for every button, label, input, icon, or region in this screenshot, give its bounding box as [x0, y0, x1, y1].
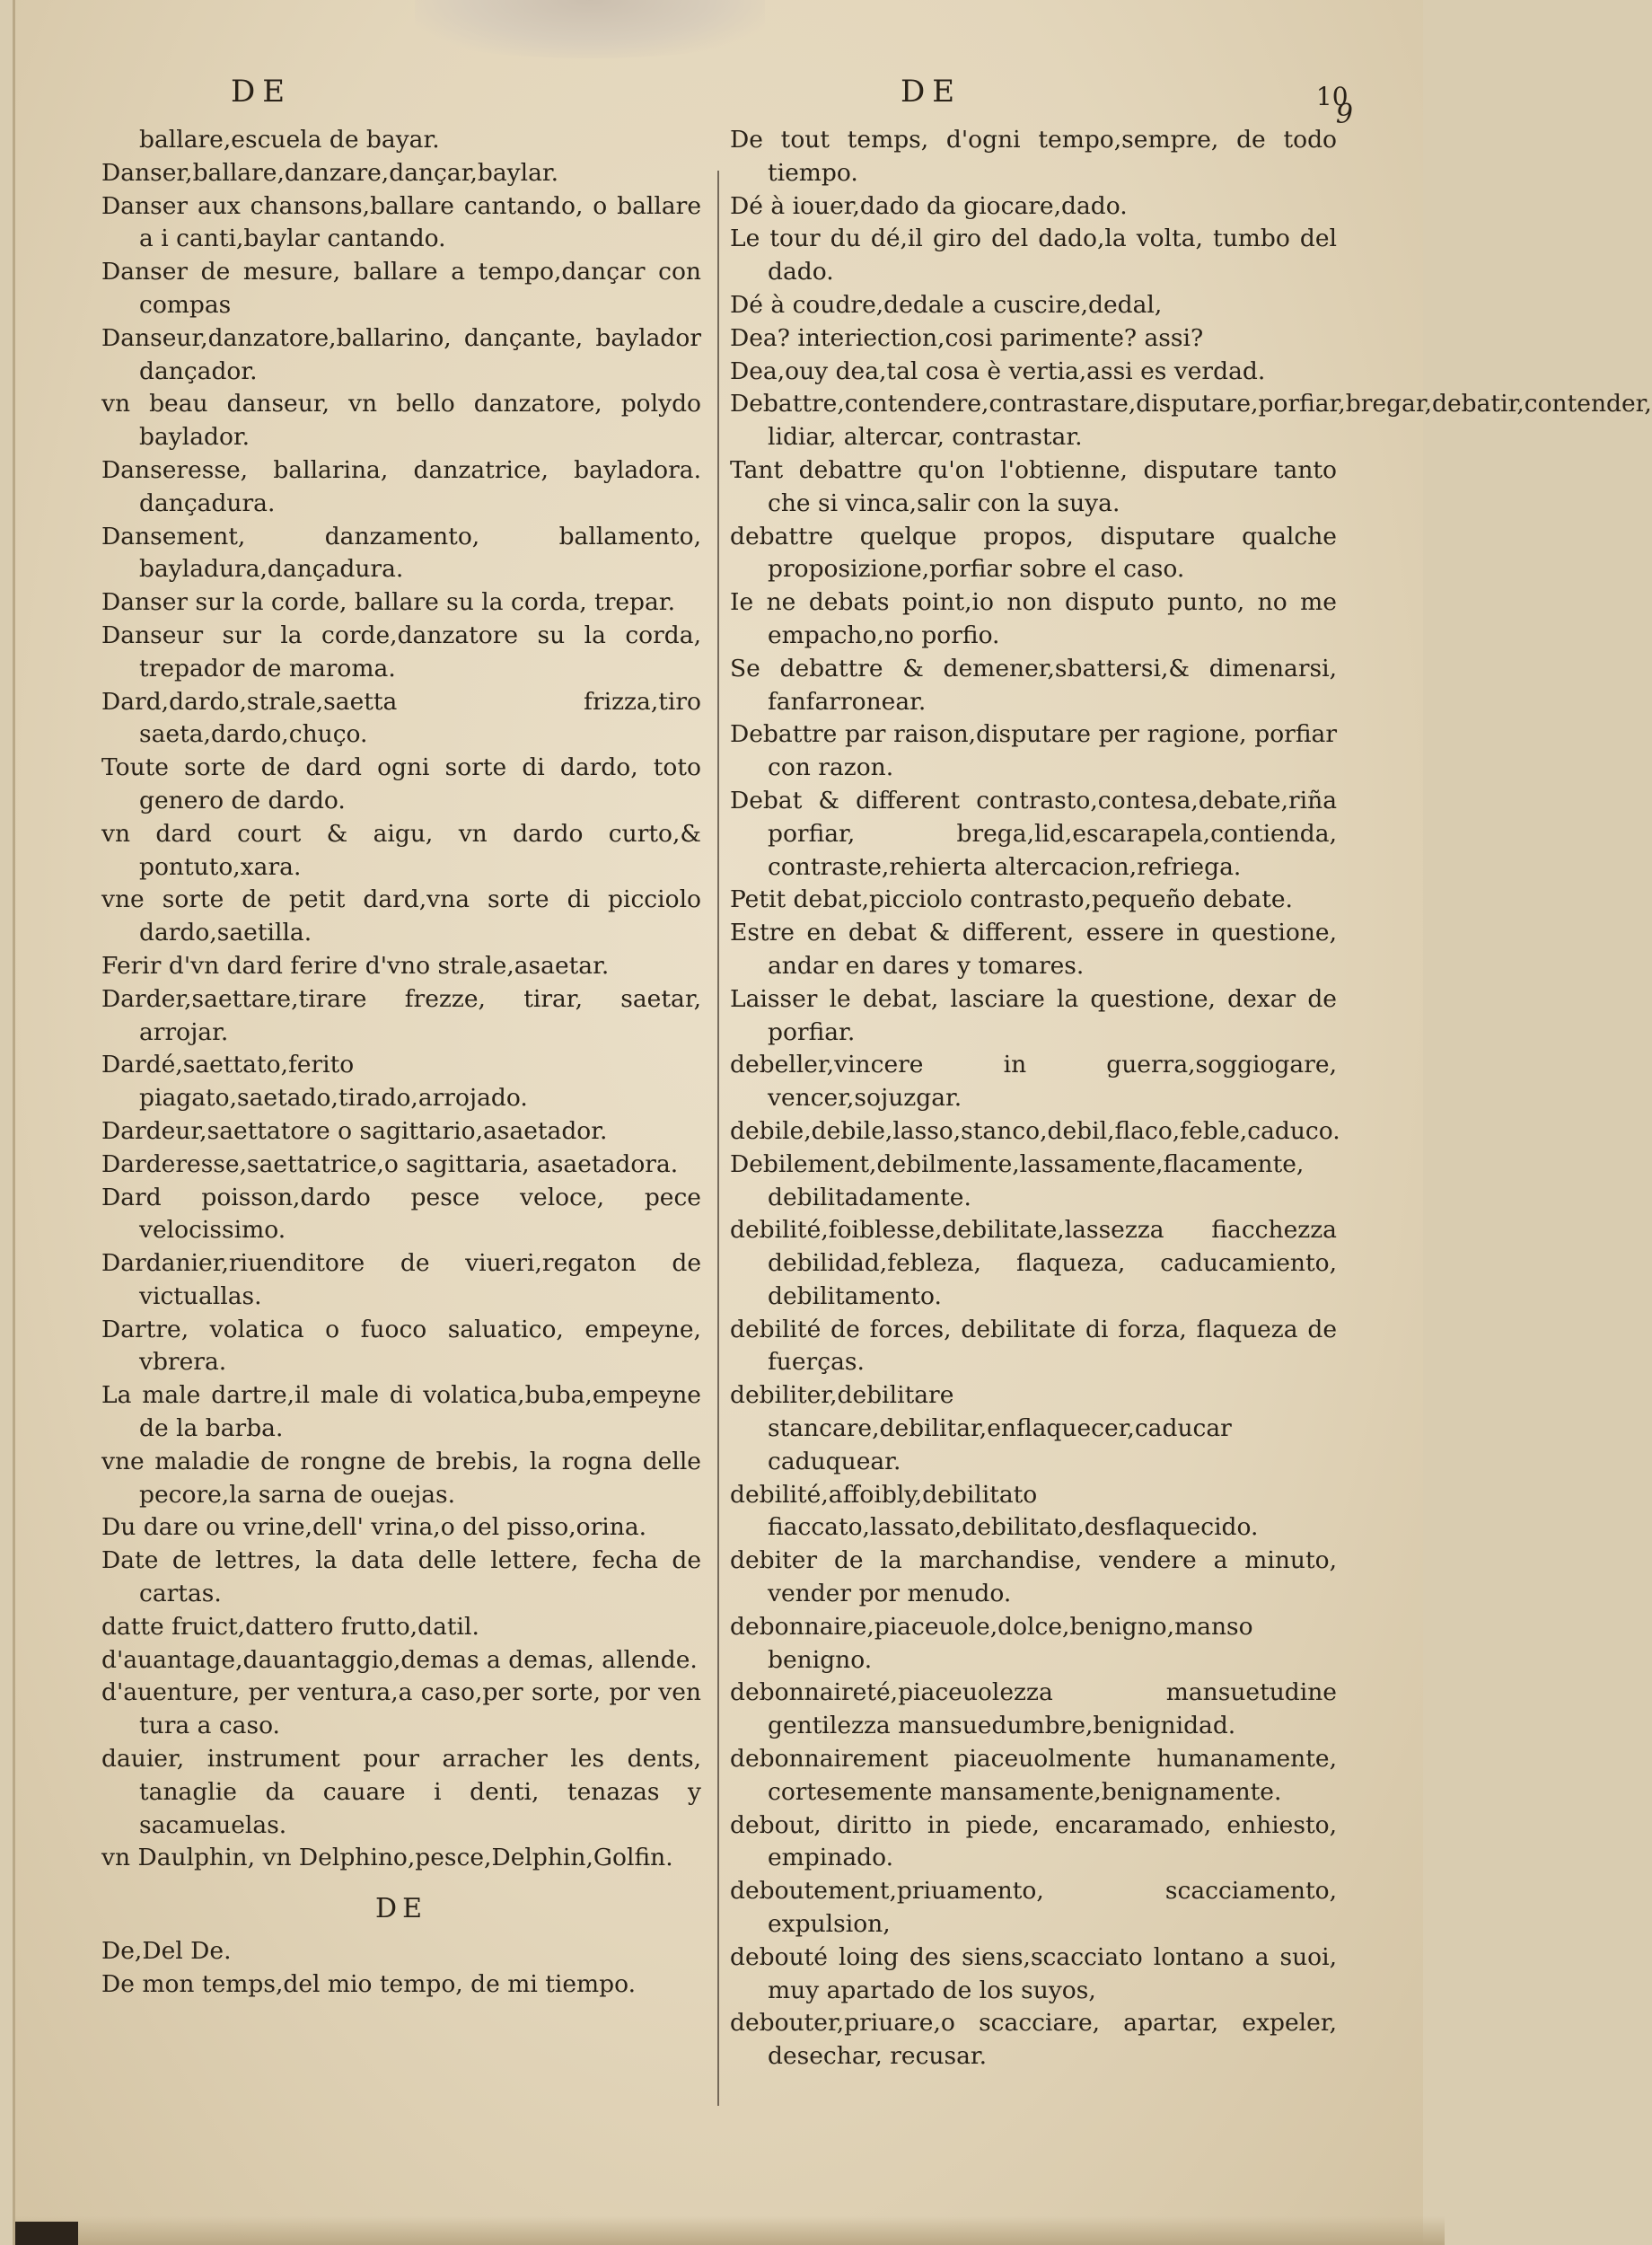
- dictionary-entry: Debattre par raison,disputare per ragione, porfiar con razon.: [730, 720, 1337, 782]
- dictionary-entry: Dardanier,riuenditore de viueri,regaton de victuallas.: [101, 1249, 701, 1310]
- dictionary-entry: debiter de la marchandise, vendere a minuto, vender por menudo.: [730, 1546, 1337, 1608]
- dictionary-entry: De mon temps,del mio tempo, de mi tiempo.: [101, 1969, 637, 1998]
- folio-handwritten: 9: [1335, 99, 1353, 130]
- dictionary-entry: Estre en debat & different, essere in questione, andar en dares y tomares.: [730, 919, 1337, 980]
- dictionary-entry: Ie ne debats point,io non disputo punto, no me empacho,no porfio.: [730, 588, 1337, 649]
- dictionary-entry: vne maladie de rongne de brebis, la rogna delle pecore,la sarna de ouejas.: [101, 1447, 701, 1509]
- dictionary-entry: Debattre,contendere,contrastare,disputare,porfiar,bregar,debatir,contender, lidiar, altercar, contrastar.: [730, 390, 1652, 452]
- dictionary-entry: debiliter,debilitare stancare,debilitar,enflaquecer,caducar caduquear.: [730, 1381, 1232, 1475]
- dictionary-entry: debilité de forces, debilitate di forza, flaqueza de fuerças.: [730, 1315, 1337, 1377]
- folio-printed: 10: [1315, 82, 1349, 111]
- dictionary-entry: debattre quelque propos, disputare qualche proposizione,porfiar sobre el caso.: [730, 522, 1337, 584]
- dictionary-entry: De,Del De.: [101, 1937, 232, 1966]
- dictionary-entry: debouté loing des siens,scacciato lontano a suoi, muy apartado de los suyos,: [730, 1942, 1337, 2004]
- dictionary-entry: Danser sur la corde, ballare su la corda, trepar.: [101, 588, 675, 617]
- dictionary-entry: ballare,escuela de bayar.: [139, 126, 440, 154]
- dictionary-entry: d'auenture, per ventura,a caso,per sorte, por ven tura a caso.: [101, 1678, 701, 1740]
- dictionary-entry: debonnairement piaceuolmente humanamente, cortesemente mansamente,benignamente.: [730, 1745, 1337, 1806]
- dictionary-entry: debout, diritto in piede, encaramado, enhiesto, empinado.: [730, 1810, 1337, 1872]
- dictionary-entry: debeller,vincere in guerra,soggiogare, vencer,sojuzgar.: [730, 1051, 1337, 1113]
- dictionary-entry: Ferir d'vn dard ferire d'vno strale,asaetar.: [101, 951, 610, 980]
- dictionary-entry: Danseur sur la corde,danzatore su la corda, trepador de maroma.: [101, 621, 701, 682]
- dictionary-entry: Debilement,debilmente,lassamente,flacamente, debilitadamente.: [730, 1149, 1305, 1211]
- dictionary-entry: Dard poisson,dardo pesce veloce, pece velocissimo.: [101, 1183, 701, 1245]
- dictionary-entry: dauier, instrument pour arracher les dents, tanaglie da cauare i denti, tenazas y sacamuelas.: [101, 1745, 701, 1839]
- dictionary-entry: De tout temps, d'ogni tempo,sempre, de todo tiempo.: [730, 126, 1337, 187]
- dictionary-entry: debilité,affoibly,debilitato fiaccato,lassato,debilitato,desflaquecido.: [730, 1480, 1259, 1542]
- book-page: [13, 0, 1652, 2245]
- dictionary-entry: Danser de mesure, ballare a tempo,dançar con compas: [101, 258, 701, 319]
- dictionary-entry: vn beau danseur, vn bello danzatore, polydo baylador.: [101, 390, 701, 452]
- dictionary-entry: debilité,foiblesse,debilitate,lassezza fiacchezza debilidad,febleza, flaqueza, caducamiento, debilitamento.: [730, 1216, 1337, 1310]
- dictionary-entry: Tant debattre qu'on l'obtienne, disputare tanto che si vinca,salir con la suya.: [730, 455, 1337, 517]
- dictionary-entry: Dardé,saettato,ferito piagato,saetado,tirado,arrojado.: [101, 1051, 528, 1113]
- dictionary-entry: Darderesse,saettatrice,o sagittaria, asaetadora.: [101, 1149, 679, 1178]
- dictionary-entry: debonnaire,piaceuole,dolce,benigno,manso benigno.: [730, 1612, 1253, 1674]
- dictionary-entry: debouter,priuare,o scacciare, apartar, expeler, desechar, recusar.: [730, 2009, 1337, 2071]
- subsection-heading: DE: [375, 1893, 427, 1925]
- running-head-left: DE: [231, 74, 293, 110]
- dictionary-entry: Dard,dardo,strale,saetta frizza,tiro saeta,dardo,chuço.: [101, 687, 701, 749]
- dictionary-entry: debonnaireté,piaceuolezza mansuetudine gentilezza mansuedumbre,benignidad.: [730, 1678, 1337, 1740]
- dictionary-entry: vn Daulphin, vn Delphino,pesce,Delphin,Golfin.: [101, 1844, 673, 1872]
- dictionary-entry: Darder,saettare,tirare frezze, tirar, saetar, arrojar.: [101, 984, 701, 1046]
- scan-corner-mark: [15, 2222, 78, 2245]
- left-entries: [101, 124, 701, 1875]
- column-rule: [717, 171, 719, 2106]
- dictionary-entry: vne sorte de petit dard,vna sorte di picciolo dardo,saetilla.: [101, 885, 701, 947]
- folio-number: [1316, 84, 1353, 128]
- dictionary-entry: Laisser le debat, lasciare la questione, dexar de porfiar.: [730, 984, 1337, 1046]
- left-column: [101, 124, 701, 2002]
- dictionary-entry: Dea,ouy dea,tal cosa è vertia,assi es verdad.: [730, 357, 1266, 385]
- subsection-entries: [101, 1935, 701, 2002]
- dictionary-entry: Date de lettres, la data delle lettere, fecha de cartas.: [101, 1546, 701, 1608]
- dictionary-entry: Toute sorte de dard ogni sorte di dardo, toto genero de dardo.: [101, 753, 701, 814]
- dictionary-entry: Du dare ou vrine,dell' vrina,o del pisso,orina.: [101, 1513, 647, 1542]
- page-bottom-edge: [15, 2216, 1445, 2245]
- dictionary-entry: Danseresse, ballarina, danzatrice, bayladora. dançadura.: [101, 455, 701, 517]
- dictionary-entry: La male dartre,il male di volatica,buba,empeyne de la barba.: [101, 1381, 701, 1443]
- dictionary-entry: Dé à iouer,dado da giocare,dado.: [730, 191, 1128, 220]
- dictionary-entry: Danser aux chansons,ballare cantando, o ballare a i canti,baylar cantando.: [101, 191, 701, 253]
- dictionary-entry: Petit debat,picciolo contrasto,pequeño debate.: [730, 885, 1293, 914]
- dictionary-entry: Dea? interiection,cosi parimente? assi?: [730, 323, 1204, 352]
- dictionary-entry: Dardeur,saettatore o sagittario,asaetador.: [101, 1116, 608, 1145]
- dictionary-entry: debile,debile,lasso,stanco,debil,flaco,feble,caduco.: [730, 1116, 1340, 1145]
- dictionary-entry: Dé à coudre,dedale a cuscire,dedal,: [730, 290, 1163, 319]
- dictionary-entry: Dansement, danzamento, ballamento, bayladura,dançadura.: [101, 522, 701, 584]
- right-column: [730, 124, 1652, 2073]
- running-head-right: DE: [901, 74, 962, 110]
- dictionary-entry: vn dard court & aigu, vn dardo curto,& pontuto,xara.: [101, 819, 701, 881]
- dictionary-entry: Le tour du dé,il giro del dado,la volta, tumbo del dado.: [730, 224, 1337, 286]
- dictionary-entry: Danser,ballare,danzare,dançar,baylar.: [101, 158, 559, 187]
- dictionary-entry: Se debattre & demener,sbattersi,& dimenarsi, fanfarronear.: [730, 654, 1337, 716]
- dictionary-entry: Dartre, volatica o fuoco saluatico, empeyne, vbrera.: [101, 1315, 701, 1377]
- dictionary-entry: d'auantage,dauantaggio,demas a demas, allende.: [101, 1645, 698, 1674]
- dictionary-entry: deboutement,priuamento, scacciamento, expulsion,: [730, 1877, 1337, 1939]
- dictionary-entry: Debat & different contrasto,contesa,debate,riña porfiar, brega,lid,escarapela,contienda, contraste,rehierta altercacion,refriega.: [730, 786, 1337, 881]
- dictionary-entry: Danseur,danzatore,ballarino, dançante, baylador dançador.: [101, 323, 701, 385]
- right-entries: [730, 124, 1652, 2073]
- dictionary-entry: datte fruict,dattero frutto,datil.: [101, 1612, 479, 1641]
- paper-stain: [415, 0, 765, 58]
